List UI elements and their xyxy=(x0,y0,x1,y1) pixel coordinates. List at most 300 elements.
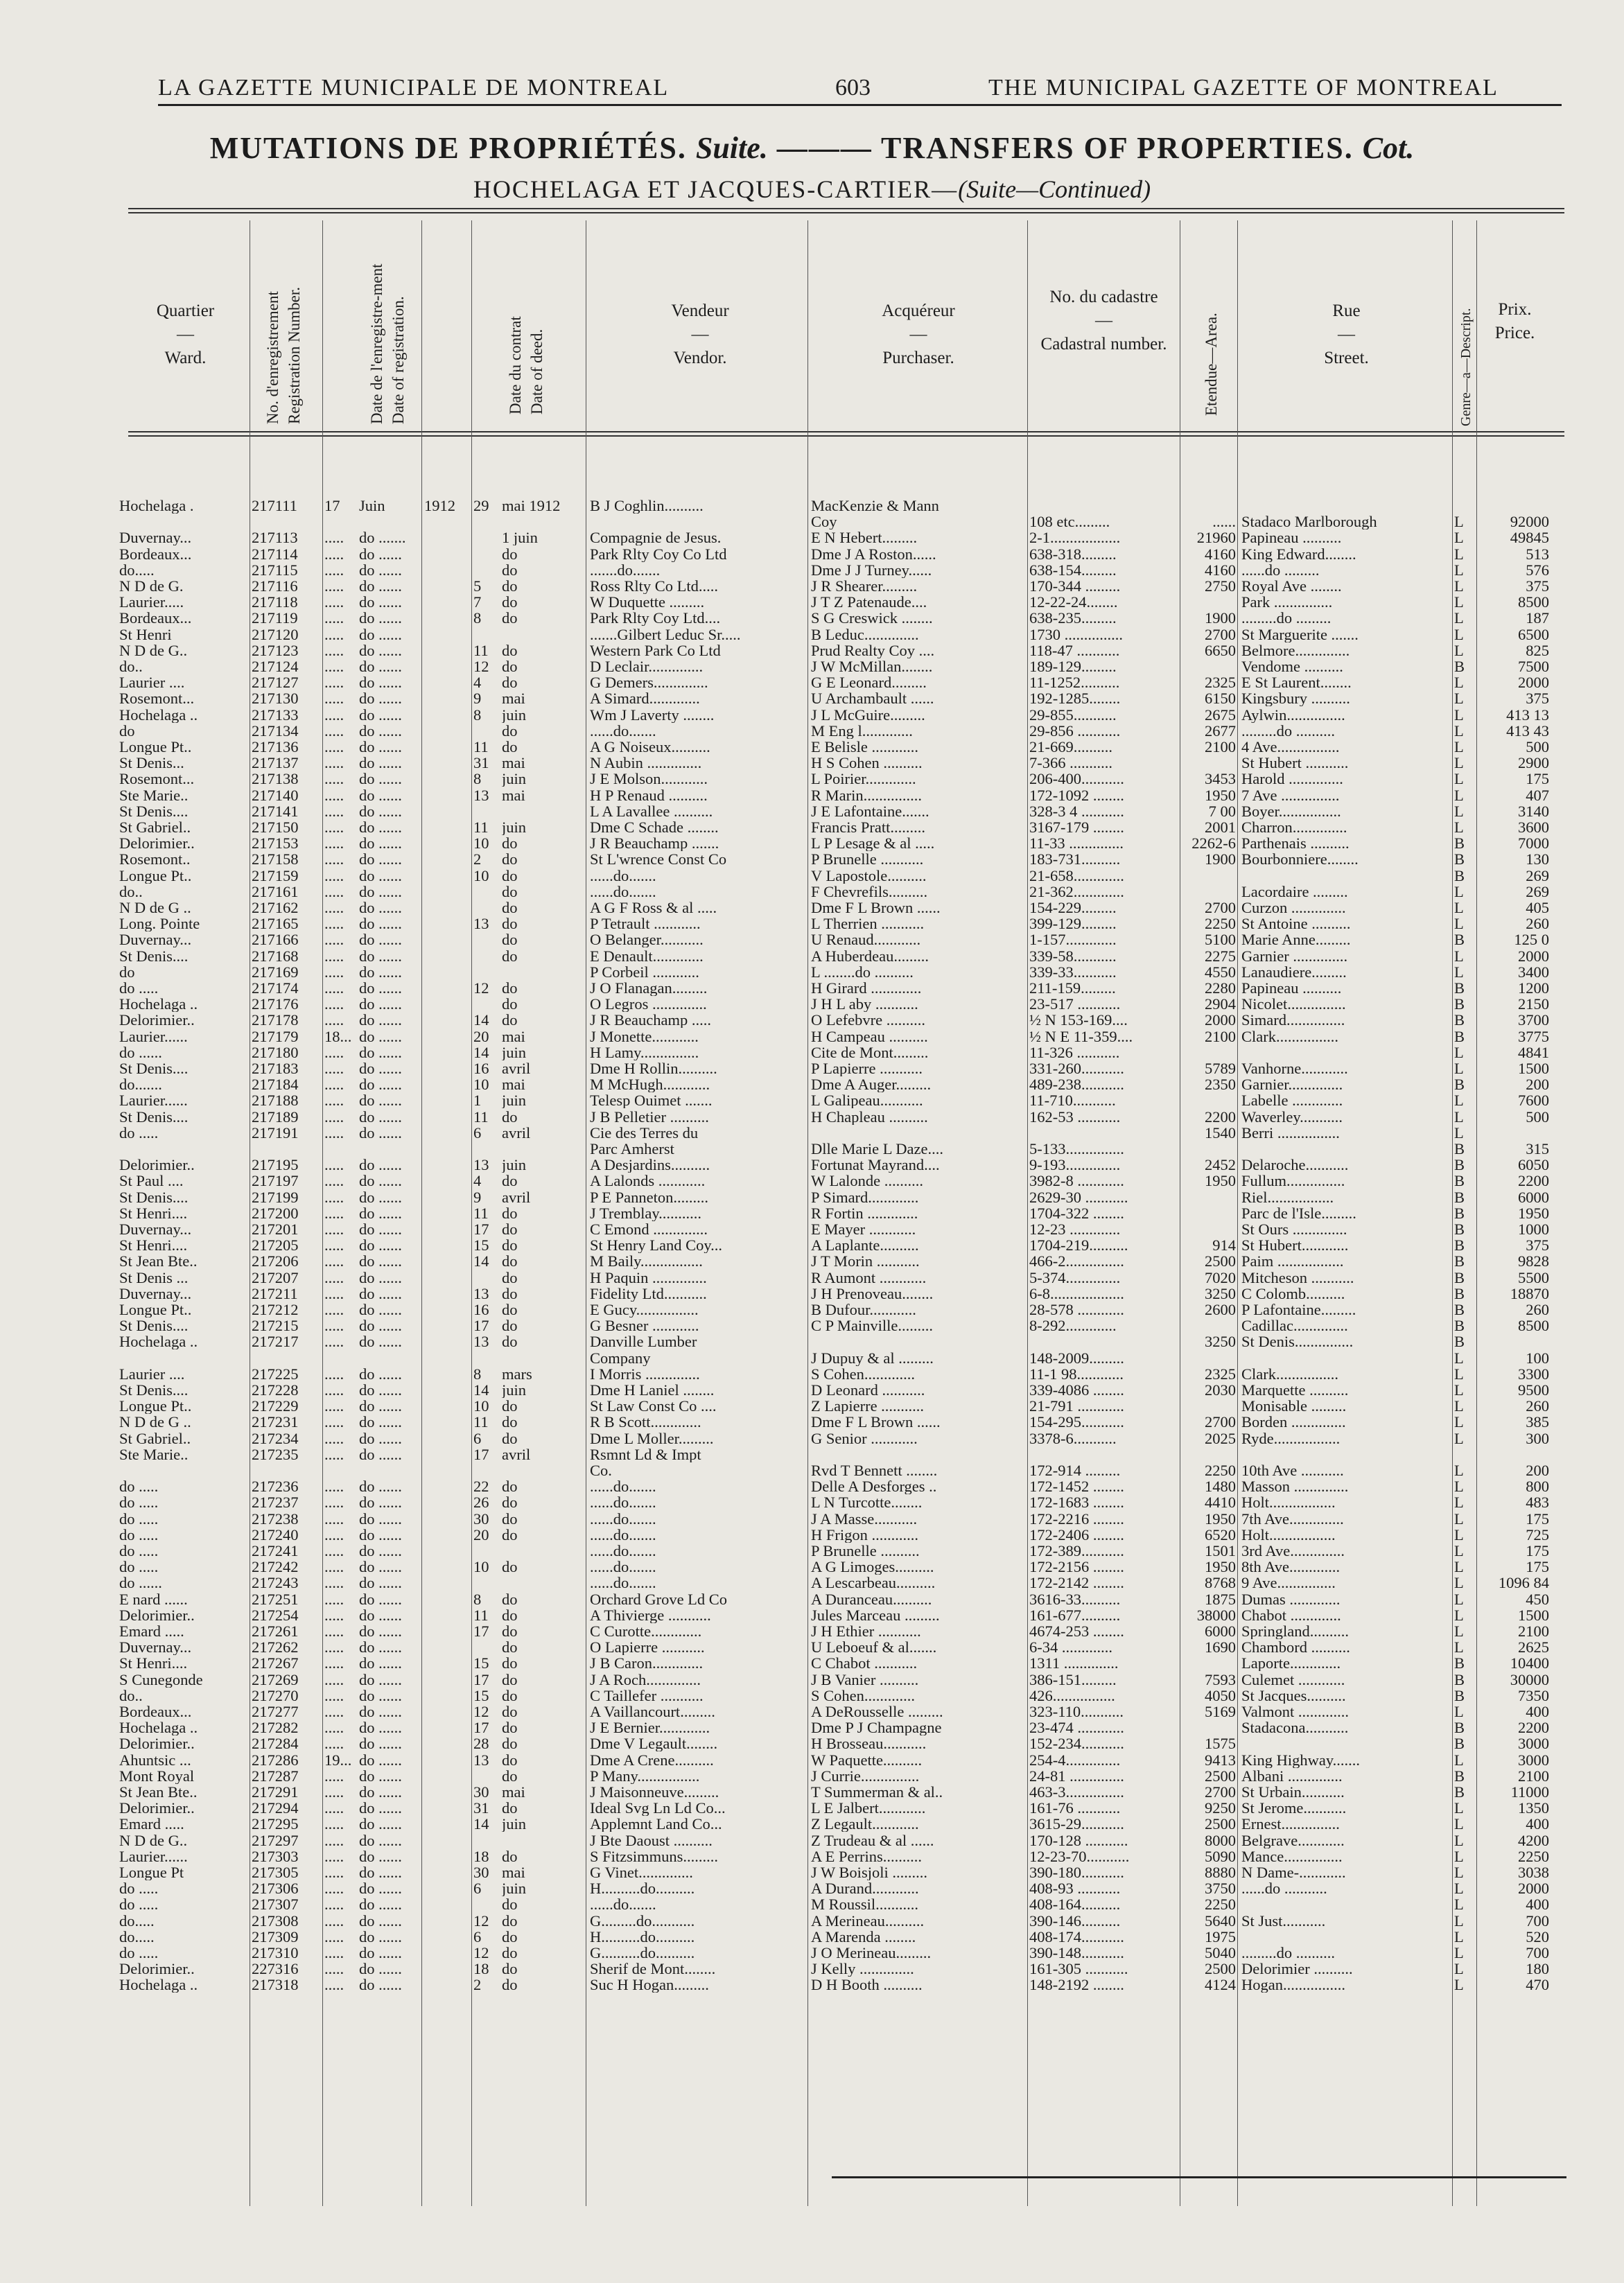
cell-deed-month: do xyxy=(502,1591,518,1607)
cell-price: 7500 xyxy=(1518,658,1549,674)
table-row xyxy=(0,1060,1624,1076)
cell-vendor: M Baily................ xyxy=(590,1253,703,1270)
cell-purchaser: J Kelly .............. xyxy=(811,1961,914,1977)
cell-description: L xyxy=(1454,819,1464,835)
cell-registration-number: 217211 xyxy=(252,1285,298,1302)
cell-registration-number: 217199 xyxy=(252,1189,299,1205)
cell-registration-day: ..... xyxy=(324,963,344,980)
cell-registration-month: do ...... xyxy=(359,1912,402,1929)
cell-street: Stadacona........... xyxy=(1241,1720,1349,1736)
cell-area: 8000 xyxy=(1205,1832,1236,1848)
cell-ward: Duvernay... xyxy=(119,1639,192,1656)
cell-street: Royal Ave ........ xyxy=(1241,578,1342,594)
cell-street: Paim ................. xyxy=(1241,1253,1344,1270)
cell-area: 7 00 xyxy=(1208,803,1236,819)
cell-registration-month: do ...... xyxy=(359,690,402,707)
table-row xyxy=(0,1446,1624,1462)
cell-price: 3700 xyxy=(1518,1012,1549,1029)
cell-cadastral-number: 408-164.......... xyxy=(1029,1896,1121,1913)
cell-street: Boyer................ xyxy=(1241,803,1341,819)
cell-deed-month: do xyxy=(502,851,518,868)
cell-registration-month: do ...... xyxy=(359,803,402,819)
cell-deed-day: 14 xyxy=(473,1253,489,1270)
cell-registration-day: ..... xyxy=(324,1430,344,1446)
table-row xyxy=(0,1382,1624,1398)
cell-deed-day: 16 xyxy=(473,1302,489,1318)
cell-purchaser: A Laplante.......... xyxy=(811,1237,919,1254)
cell-area: 2700 xyxy=(1205,1784,1236,1800)
cell-purchaser: C P Mainville......... xyxy=(811,1318,934,1334)
cell-ward: do.. xyxy=(119,1687,143,1704)
cell-street: St Denis............... xyxy=(1241,1333,1354,1350)
cell-price: 500 xyxy=(1526,1108,1549,1125)
cell-registration-day: ..... xyxy=(324,1446,344,1462)
cell-ward: St Henri.... xyxy=(119,1205,188,1221)
cell-street: St Hubert ........... xyxy=(1241,755,1349,771)
cell-vendor: A G Noiseux.......... xyxy=(590,739,710,755)
table-row xyxy=(0,1092,1624,1108)
cell-street: St Jerome........... xyxy=(1241,1800,1347,1817)
cell-cadastral-number: 29-855........... xyxy=(1029,706,1117,723)
cell-deed-day: 15 xyxy=(473,1237,489,1254)
cell-registration-month: do ...... xyxy=(359,1221,402,1237)
cell-price: 400 xyxy=(1526,1704,1549,1720)
cell-deed-month: juin xyxy=(502,771,527,787)
cell-cadastral-number: 386-151......... xyxy=(1029,1671,1117,1688)
cell-cadastral-number: 11-1 98............ xyxy=(1029,1365,1124,1382)
cell-ward: St Henri.... xyxy=(119,1655,188,1672)
cell-registration-day: ..... xyxy=(324,658,344,674)
cell-deed-month: mai xyxy=(502,755,525,771)
cell-price: 800 xyxy=(1526,1478,1549,1495)
cell-area: 1480 xyxy=(1205,1478,1236,1495)
cell-area: 3250 xyxy=(1205,1285,1236,1302)
table-row xyxy=(0,578,1624,594)
cell-cadastral-number: 21-362............. xyxy=(1029,883,1124,900)
cell-street: Holt................. xyxy=(1241,1494,1336,1511)
cell-registration-month: do ...... xyxy=(359,1430,402,1446)
cell-registration-number: 217113 xyxy=(252,530,298,546)
cell-deed-month: do xyxy=(502,1285,518,1302)
cell-description: L xyxy=(1454,916,1464,932)
table-row xyxy=(0,1800,1624,1816)
cell-area: 3250 xyxy=(1205,1333,1236,1350)
table-row xyxy=(0,1141,1624,1157)
cell-registration-day: ..... xyxy=(324,1510,344,1527)
cell-registration-number: 217134 xyxy=(252,722,299,739)
cell-price: 2200 xyxy=(1518,1720,1549,1736)
cell-registration-day: ..... xyxy=(324,1591,344,1607)
cell-registration-day: ..... xyxy=(324,1864,344,1880)
cell-registration-month: do ...... xyxy=(359,626,402,642)
cell-deed-month: do xyxy=(502,867,518,884)
cell-description: B xyxy=(1454,1318,1465,1334)
cell-registration-month: do ...... xyxy=(359,867,402,884)
cell-cadastral-number: 11-326 ........... xyxy=(1029,1044,1120,1060)
cell-cadastral-number: 172-2156 ........ xyxy=(1029,1559,1124,1575)
cell-cadastral-number: 11-33 .............. xyxy=(1029,835,1124,852)
cell-deed-day: 14 xyxy=(473,1382,489,1398)
cell-area: 1900 xyxy=(1205,610,1236,627)
cell-cadastral-number: 172-1452 ........ xyxy=(1029,1478,1124,1495)
cell-registration-month: do ...... xyxy=(359,1318,402,1334)
cell-ward: Delorimier.. xyxy=(119,835,195,852)
cell-description: B xyxy=(1454,996,1465,1013)
cell-deed-day: 6 xyxy=(473,1430,482,1446)
cell-price: 385 xyxy=(1526,1414,1549,1431)
cell-registration-day: ..... xyxy=(324,530,344,546)
cell-registration-day: ..... xyxy=(324,1302,344,1318)
cell-cadastral-number: 170-128 ........... xyxy=(1029,1832,1128,1848)
cell-ward: Mont Royal xyxy=(119,1767,195,1784)
cell-deed-day: 8 xyxy=(473,1591,482,1607)
cell-deed-day: 11 xyxy=(473,739,489,755)
cell-registration-month: do ...... xyxy=(359,1961,402,1977)
cell-registration-number: 217189 xyxy=(252,1108,299,1125)
cell-registration-day: ..... xyxy=(324,1832,344,1848)
table-row xyxy=(0,1478,1624,1494)
table-row xyxy=(0,1591,1624,1607)
cell-registration-day: ..... xyxy=(324,1607,344,1623)
cell-description: L xyxy=(1454,1044,1464,1060)
cell-purchaser: MacKenzie & Mann xyxy=(811,498,939,514)
cell-cadastral-number: 172-1092 ........ xyxy=(1029,787,1124,803)
cell-ward: St Denis.... xyxy=(119,803,189,819)
cell-registration-number: 217228 xyxy=(252,1382,299,1398)
cell-description: L xyxy=(1454,883,1464,900)
cell-area: 1900 xyxy=(1205,851,1236,868)
cell-area: 2500 xyxy=(1205,1961,1236,1977)
cell-description: L xyxy=(1454,900,1464,916)
cell-street: Masson .............. xyxy=(1241,1478,1349,1495)
cell-street: Monisable ......... xyxy=(1241,1398,1347,1415)
cell-purchaser: J O Merineau......... xyxy=(811,1945,932,1961)
cell-registration-month: do ...... xyxy=(359,1414,402,1431)
cell-deed-month: do xyxy=(502,1253,518,1270)
cell-registration-number: 217269 xyxy=(252,1671,299,1688)
cell-registration-day: ..... xyxy=(324,1912,344,1929)
cell-vendor: O Belanger........... xyxy=(590,931,704,948)
title-suite: Suite. xyxy=(695,131,768,165)
cell-deed-month: do xyxy=(502,1398,518,1415)
cell-street: Charron.............. xyxy=(1241,819,1347,835)
cell-description: L xyxy=(1454,1478,1464,1495)
cell-vendor: ......do....... xyxy=(590,1494,656,1511)
cell-price: 260 xyxy=(1526,1398,1549,1415)
cell-registration-month: do ...... xyxy=(359,947,402,964)
cell-registration-day: ..... xyxy=(324,1221,344,1237)
cell-registration-number: 217242 xyxy=(252,1559,299,1575)
table-row xyxy=(0,1720,1624,1735)
cell-price: 400 xyxy=(1526,1896,1549,1913)
cell-price: 375 xyxy=(1526,690,1549,707)
cell-registration-day: ..... xyxy=(324,1173,344,1189)
cell-vendor: Company xyxy=(590,1349,651,1366)
cell-registration-day: ..... xyxy=(324,642,344,658)
cell-vendor: Rsmnt Ld & Impt xyxy=(590,1446,701,1462)
cell-purchaser: T Summerman & al.. xyxy=(811,1784,943,1800)
cell-registration-number: 217124 xyxy=(252,658,299,674)
cell-ward: St Gabriel.. xyxy=(119,819,191,835)
cell-cadastral-number: 6-8................... xyxy=(1029,1285,1124,1302)
cell-registration-day: ..... xyxy=(324,947,344,964)
table-row xyxy=(0,674,1624,690)
cell-deed-month: do xyxy=(502,1945,518,1961)
cell-registration-day: ..... xyxy=(324,1205,344,1221)
cell-purchaser: L Therrien ........... xyxy=(811,916,925,932)
cell-registration-month: do ...... xyxy=(359,1076,402,1093)
cell-price: 375 xyxy=(1526,578,1549,594)
cell-purchaser: Coy xyxy=(811,514,837,530)
cell-deed-month: do xyxy=(502,916,518,932)
cell-purchaser: S G Creswick ........ xyxy=(811,610,933,627)
cell-registration-month: do ...... xyxy=(359,1365,402,1382)
cell-registration-number: 217254 xyxy=(252,1607,299,1623)
cell-registration-number: 217215 xyxy=(252,1318,299,1334)
table-row xyxy=(0,1527,1624,1543)
cell-area: 4050 xyxy=(1205,1687,1236,1704)
cell-registration-number: 217310 xyxy=(252,1945,299,1961)
cell-ward: S Cunegonde xyxy=(119,1671,203,1688)
cell-deed-month: juin xyxy=(502,1382,527,1398)
cell-ward: St Denis.... xyxy=(119,1382,189,1398)
cell-cadastral-number: 11-710........... xyxy=(1029,1092,1116,1109)
cell-registration-month: do ...... xyxy=(359,1398,402,1415)
cell-area: 4124 xyxy=(1205,1977,1236,1993)
cell-deed-day: 6 xyxy=(473,1928,482,1945)
cell-registration-day: 18... xyxy=(324,1028,352,1044)
cell-price: 2000 xyxy=(1518,674,1549,691)
cell-purchaser: J H Ethier ........... xyxy=(811,1623,921,1639)
cell-price: 175 xyxy=(1526,1510,1549,1527)
cell-purchaser: Z Lapierre ........... xyxy=(811,1398,925,1415)
cell-vendor: J Tremblay........... xyxy=(590,1205,702,1221)
cell-vendor: St L'wrence Const Co xyxy=(590,851,727,868)
table-row xyxy=(0,546,1624,562)
cell-purchaser: R Marin............... xyxy=(811,787,922,803)
cell-registration-month: do ...... xyxy=(359,1285,402,1302)
table-row xyxy=(0,1864,1624,1880)
cell-deed-day: 5 xyxy=(473,578,482,594)
cell-vendor: Suc H Hogan......... xyxy=(590,1977,709,1993)
cell-area: 8768 xyxy=(1205,1575,1236,1591)
cell-deed-day: 8 xyxy=(473,610,482,627)
cell-street: Delaroche........... xyxy=(1241,1157,1349,1173)
cell-ward: St Gabriel.. xyxy=(119,1430,191,1446)
cell-registration-month: do ...... xyxy=(359,996,402,1013)
cell-registration-day: ..... xyxy=(324,690,344,707)
cell-ward: do ...... xyxy=(119,1575,162,1591)
cell-street: Simard............... xyxy=(1241,1012,1345,1029)
cell-street: Parc de l'Isle......... xyxy=(1241,1205,1356,1221)
cell-vendor: ......do....... xyxy=(590,1510,656,1527)
cell-cadastral-number: 408-93 ........... xyxy=(1029,1880,1121,1897)
cell-deed-day: 30 xyxy=(473,1510,489,1527)
table-row xyxy=(0,1816,1624,1832)
cell-registration-number: 217180 xyxy=(252,1044,299,1060)
cell-vendor: H..........do.......... xyxy=(590,1880,695,1897)
table-row xyxy=(0,851,1624,867)
cell-registration-number: 217183 xyxy=(252,1060,299,1076)
cell-description: B xyxy=(1454,1687,1465,1704)
cell-vendor: ......do....... xyxy=(590,1575,656,1591)
section-subtitle xyxy=(0,175,1624,204)
cell-vendor: C Curotte............. xyxy=(590,1623,702,1639)
cell-purchaser: R Aumont ............ xyxy=(811,1269,927,1286)
cell-deed-month: avril xyxy=(502,1189,531,1205)
cell-deed-month: do xyxy=(502,1607,518,1623)
cell-area: 2500 xyxy=(1205,1767,1236,1784)
cell-registration-number: 217261 xyxy=(252,1623,299,1639)
cell-cadastral-number: 339-33........... xyxy=(1029,963,1117,980)
cell-purchaser: S Cohen............. xyxy=(811,1687,916,1704)
cell-cadastral-number: 24-81 .............. xyxy=(1029,1767,1124,1784)
cell-street: Chabot ............. xyxy=(1241,1607,1341,1623)
cell-registration-day: ..... xyxy=(324,1092,344,1109)
cell-registration-number: 217270 xyxy=(252,1687,299,1704)
cell-deed-day: 10 xyxy=(473,1076,489,1093)
cell-cadastral-number: 3616-33.......... xyxy=(1029,1591,1121,1607)
cell-ward: Bordeaux... xyxy=(119,610,192,627)
cell-description: L xyxy=(1454,674,1464,691)
table-row xyxy=(0,1029,1624,1044)
cell-registration-month: do ...... xyxy=(359,1510,402,1527)
cell-cadastral-number: 118-47 ........... xyxy=(1029,642,1120,658)
cell-deed-month: do xyxy=(502,1655,518,1672)
cell-registration-day: ..... xyxy=(324,1945,344,1961)
table-row xyxy=(0,884,1624,900)
cell-vendor: P Tetrault ............ xyxy=(590,916,701,932)
cell-purchaser: Z Trudeau & al ...... xyxy=(811,1832,934,1848)
cell-deed-day: 18 xyxy=(473,1848,489,1864)
cell-cadastral-number: 638-154......... xyxy=(1029,561,1117,578)
cell-area: 2001 xyxy=(1205,819,1236,835)
cell-purchaser: W Paquette.......... xyxy=(811,1751,923,1768)
cell-registration-day: ..... xyxy=(324,1720,344,1736)
cell-deed-day: 8 xyxy=(473,706,482,723)
cell-deed-month: juin xyxy=(502,819,527,835)
table-row xyxy=(0,1173,1624,1189)
cell-registration-day: ..... xyxy=(324,1060,344,1076)
cell-purchaser: Prud Realty Coy .... xyxy=(811,642,935,658)
cell-purchaser: H Girard ............. xyxy=(811,980,922,996)
title-english: TRANSFERS OF PROPERTIES. xyxy=(881,131,1354,165)
cell-deed-month: do xyxy=(502,1977,518,1993)
subtitle-main: HOCHELAGA ET JACQUES-CARTIER— xyxy=(473,175,959,203)
cell-deed-day: 12 xyxy=(473,1912,489,1929)
cell-registration-number: 227316 xyxy=(252,1961,299,1977)
table-row xyxy=(0,948,1624,964)
cell-registration-day: ..... xyxy=(324,1253,344,1270)
cell-registration-day: ..... xyxy=(324,626,344,642)
cell-ward: Hochelaga . xyxy=(119,498,194,514)
cell-ward: Laurier .... xyxy=(119,1365,185,1382)
header-ward: Quartier — Ward. xyxy=(156,301,215,367)
cell-vendor: ......do....... xyxy=(590,1543,656,1559)
table-row xyxy=(0,562,1624,578)
cell-ward: N D de G .. xyxy=(119,900,191,916)
cell-area: 2000 xyxy=(1205,1012,1236,1029)
cell-cadastral-number: 3982-8 ............ xyxy=(1029,1173,1124,1189)
header-area: Etendue—Area. xyxy=(1203,313,1220,416)
cell-description: L xyxy=(1454,803,1464,819)
cell-price: 450 xyxy=(1526,1591,1549,1607)
cell-purchaser: H Campeau .......... xyxy=(811,1028,928,1044)
cell-vendor: Sherif de Mont........ xyxy=(590,1961,716,1977)
cell-price: 175 xyxy=(1526,1559,1549,1575)
cell-street: Dumas ............. xyxy=(1241,1591,1341,1607)
table-row xyxy=(0,594,1624,610)
cell-registration-number: 217116 xyxy=(252,578,298,594)
cell-description: B xyxy=(1454,1205,1465,1221)
cell-deed-month: mai xyxy=(502,1028,525,1044)
cell-purchaser: M Eng l............. xyxy=(811,722,913,739)
cell-cadastral-number: 331-260........... xyxy=(1029,1060,1124,1076)
table-row xyxy=(0,1639,1624,1655)
cell-registration-month: do ...... xyxy=(359,1928,402,1945)
cell-purchaser: J Dupuy & al ......... xyxy=(811,1349,934,1366)
cell-ward: N D de G .. xyxy=(119,1414,191,1431)
cell-street: Borden .............. xyxy=(1241,1414,1346,1431)
cell-cadastral-number: 1704-219.......... xyxy=(1029,1237,1128,1254)
cell-deed-month: do xyxy=(502,1510,518,1527)
cell-registration-number: 217212 xyxy=(252,1302,299,1318)
cell-vendor: R B Scott............. xyxy=(590,1414,701,1431)
cell-purchaser: Rvd T Bennett ........ xyxy=(811,1462,938,1478)
cell-ward: Delorimier.. xyxy=(119,1157,195,1173)
cell-ward: N D de G.. xyxy=(119,1832,188,1848)
cell-cadastral-number: 339-4086 ........ xyxy=(1029,1382,1124,1398)
cell-price: 260 xyxy=(1526,1302,1549,1318)
cell-registration-day: ..... xyxy=(324,1108,344,1125)
cell-area: 2100 xyxy=(1205,1028,1236,1044)
table-row xyxy=(0,1366,1624,1382)
cell-cadastral-number: 12-22-24........ xyxy=(1029,594,1118,611)
cell-purchaser: L ........do .......... xyxy=(811,963,914,980)
cell-price: 175 xyxy=(1526,771,1549,787)
cell-description: L xyxy=(1454,690,1464,707)
cell-purchaser: H S Cohen .......... xyxy=(811,755,923,771)
header-purchaser: Acquéreur — Purchaser. xyxy=(882,301,955,367)
cell-deed-day: 12 xyxy=(473,1945,489,1961)
cell-price: 2200 xyxy=(1518,1173,1549,1189)
cell-street: .........do ......... xyxy=(1241,610,1331,627)
cell-price: 483 xyxy=(1526,1494,1549,1511)
cell-cadastral-number: 12-23-70........... xyxy=(1029,1848,1130,1864)
cell-cadastral-number: 211-159......... xyxy=(1029,980,1116,996)
cell-registration-number: 217195 xyxy=(252,1157,299,1173)
cell-area: 5100 xyxy=(1205,931,1236,948)
cell-price: 3600 xyxy=(1518,819,1549,835)
cell-cadastral-number: 1730 ............... xyxy=(1029,626,1123,642)
cell-deed-month: do xyxy=(502,739,518,755)
cell-registration-day: ..... xyxy=(324,1494,344,1511)
cell-ward: do ..... xyxy=(119,1526,159,1543)
cell-description: L xyxy=(1454,1880,1464,1897)
cell-purchaser: L Galipeau........... xyxy=(811,1092,923,1109)
cell-street: St Ours .............. xyxy=(1241,1221,1347,1237)
cell-vendor: Dme H Rollin.......... xyxy=(590,1060,717,1076)
cell-street: Albani .............. xyxy=(1241,1767,1343,1784)
footer-rule xyxy=(832,2176,1566,2178)
cell-registration-day: ..... xyxy=(324,739,344,755)
cell-registration-number: 217229 xyxy=(252,1398,299,1415)
cell-area: 21960 xyxy=(1196,530,1236,546)
cell-ward: Longue Pt.. xyxy=(119,867,192,884)
cell-vendor: D Leclair.............. xyxy=(590,658,704,674)
cell-street: Culemet ............ xyxy=(1241,1671,1345,1688)
cell-vendor: C Emond .............. xyxy=(590,1221,708,1237)
